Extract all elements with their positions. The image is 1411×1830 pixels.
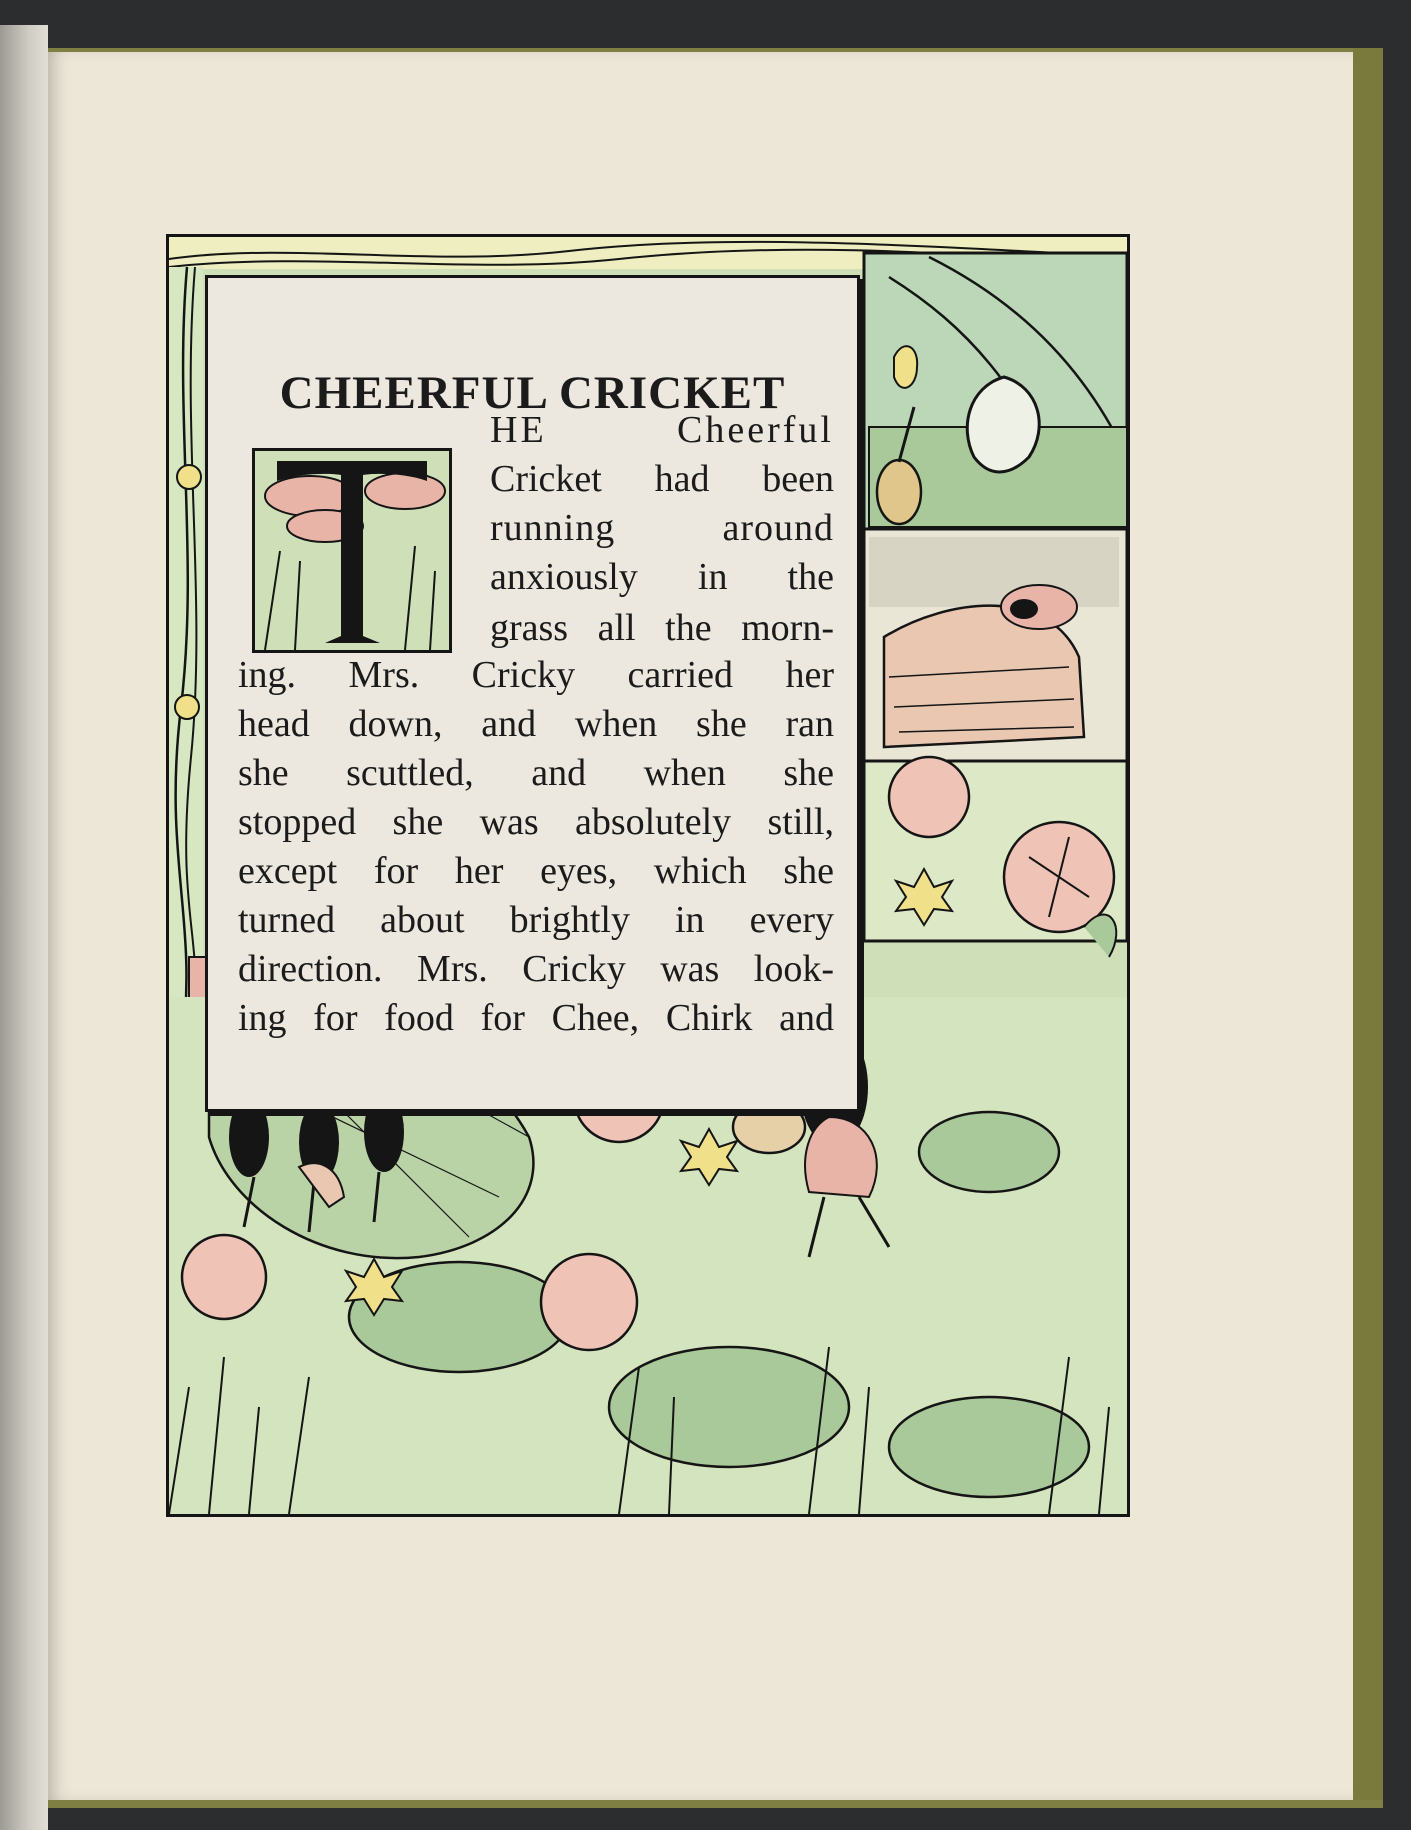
drop-cap-artwork [255,451,449,650]
cover-board-edge [1353,48,1383,1808]
body-line-6: ing. Mrs. Cricky carried her [238,654,834,696]
facing-page-edge [0,25,48,1830]
body-line-5: grass all the morn- [490,607,834,649]
text-panel [205,275,860,1112]
story-title: CHEERFUL CRICKET [279,367,786,419]
body-line-11: turned about brightly in every [238,899,834,941]
body-line-9: stopped she was absolutely still, [238,801,834,843]
body-line-2: Cricket had been [490,458,834,500]
body-line-4: anxiously in the [490,556,834,598]
body-line-13: ing for food for Chee, Chirk and [238,997,834,1039]
body-line-12: direction. Mrs. Cricky was look- [238,948,834,990]
body-line-8: she scuttled, and when she [238,752,834,794]
body-line-7: head down, and when she ran [238,703,834,745]
drop-cap-illuminated-letter [252,448,452,653]
body-line-10: except for her eyes, which she [238,850,834,892]
body-line-3: running around [490,507,834,549]
cover-board-bottom [48,1800,1383,1808]
body-line-1: HE Cheerful [490,409,834,451]
